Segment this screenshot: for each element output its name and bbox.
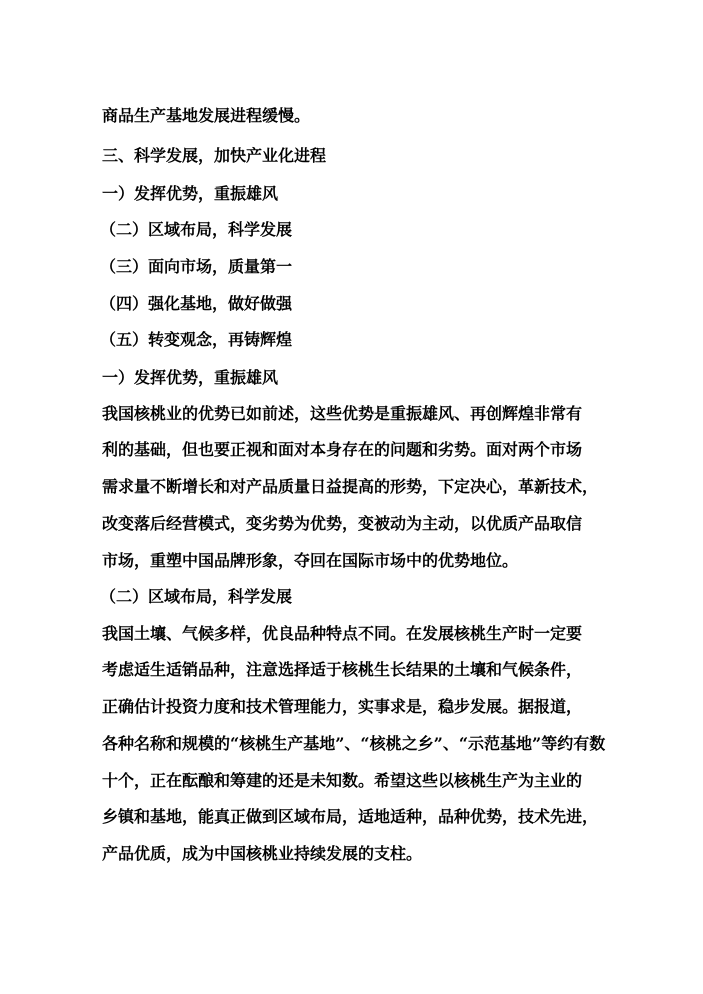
section-heading: 三、科学发展，加快产业化进程 bbox=[102, 146, 327, 165]
paragraph-line: 考虑适生适销品种，注意选择适于核桃生长结果的土壤和气候条件， bbox=[102, 660, 583, 679]
paragraph-line: 需求量不断增长和对产品质量日益提高的形势，下定决心，革新技术， bbox=[102, 477, 599, 496]
paragraph-line: 正确估计投资力度和技术管理能力，实事求是，稳步发展。据报道， bbox=[102, 697, 583, 716]
subsection-heading: 一）发挥优势，重振雄风 bbox=[102, 368, 279, 387]
paragraph-line: 利的基础，但也要正视和面对本身存在的问题和劣势。面对两个市场 bbox=[102, 440, 583, 459]
outline-item: （二）区域布局，科学发展 bbox=[100, 220, 293, 239]
paragraph-line: 各种名称和规模的“核桃生产基地”、“核桃之乡”、“示范基地”等约有数 bbox=[102, 734, 606, 753]
paragraph-line: 改变落后经营模式，变劣势为优势，变被动为主动，以优质产品取信 bbox=[102, 514, 583, 533]
outline-item: （三）面向市场，质量第一 bbox=[100, 257, 293, 276]
outline-item: （四）强化基地，做好做强 bbox=[100, 294, 293, 313]
outline-item: （五）转变观念，再铸辉煌 bbox=[100, 330, 293, 349]
subsection-heading: （二）区域布局，科学发展 bbox=[100, 587, 293, 606]
outline-item: 一）发挥优势，重振雄风 bbox=[102, 184, 279, 203]
paragraph-line: 乡镇和基地，能真正做到区域布局，适地适种，品种优势，技术先进， bbox=[102, 807, 599, 826]
text-line: 商品生产基地发展进程缓慢。 bbox=[102, 106, 311, 125]
paragraph-line: 我国土壤、气候多样，优良品种特点不同。在发展核桃生产时一定要 bbox=[102, 624, 583, 643]
paragraph-line: 市场，重塑中国品牌形象，夺回在国际市场中的优势地位。 bbox=[102, 551, 519, 570]
paragraph-line: 产品优质，成为中国核桃业持续发展的支柱。 bbox=[102, 844, 423, 863]
paragraph-line: 十个，正在酝酿和筹建的还是未知数。希望这些以核桃生产为主业的 bbox=[102, 771, 583, 790]
paragraph-line: 我国核桃业的优势已如前述，这些优势是重振雄风、再创辉煌非常有 bbox=[102, 404, 583, 423]
